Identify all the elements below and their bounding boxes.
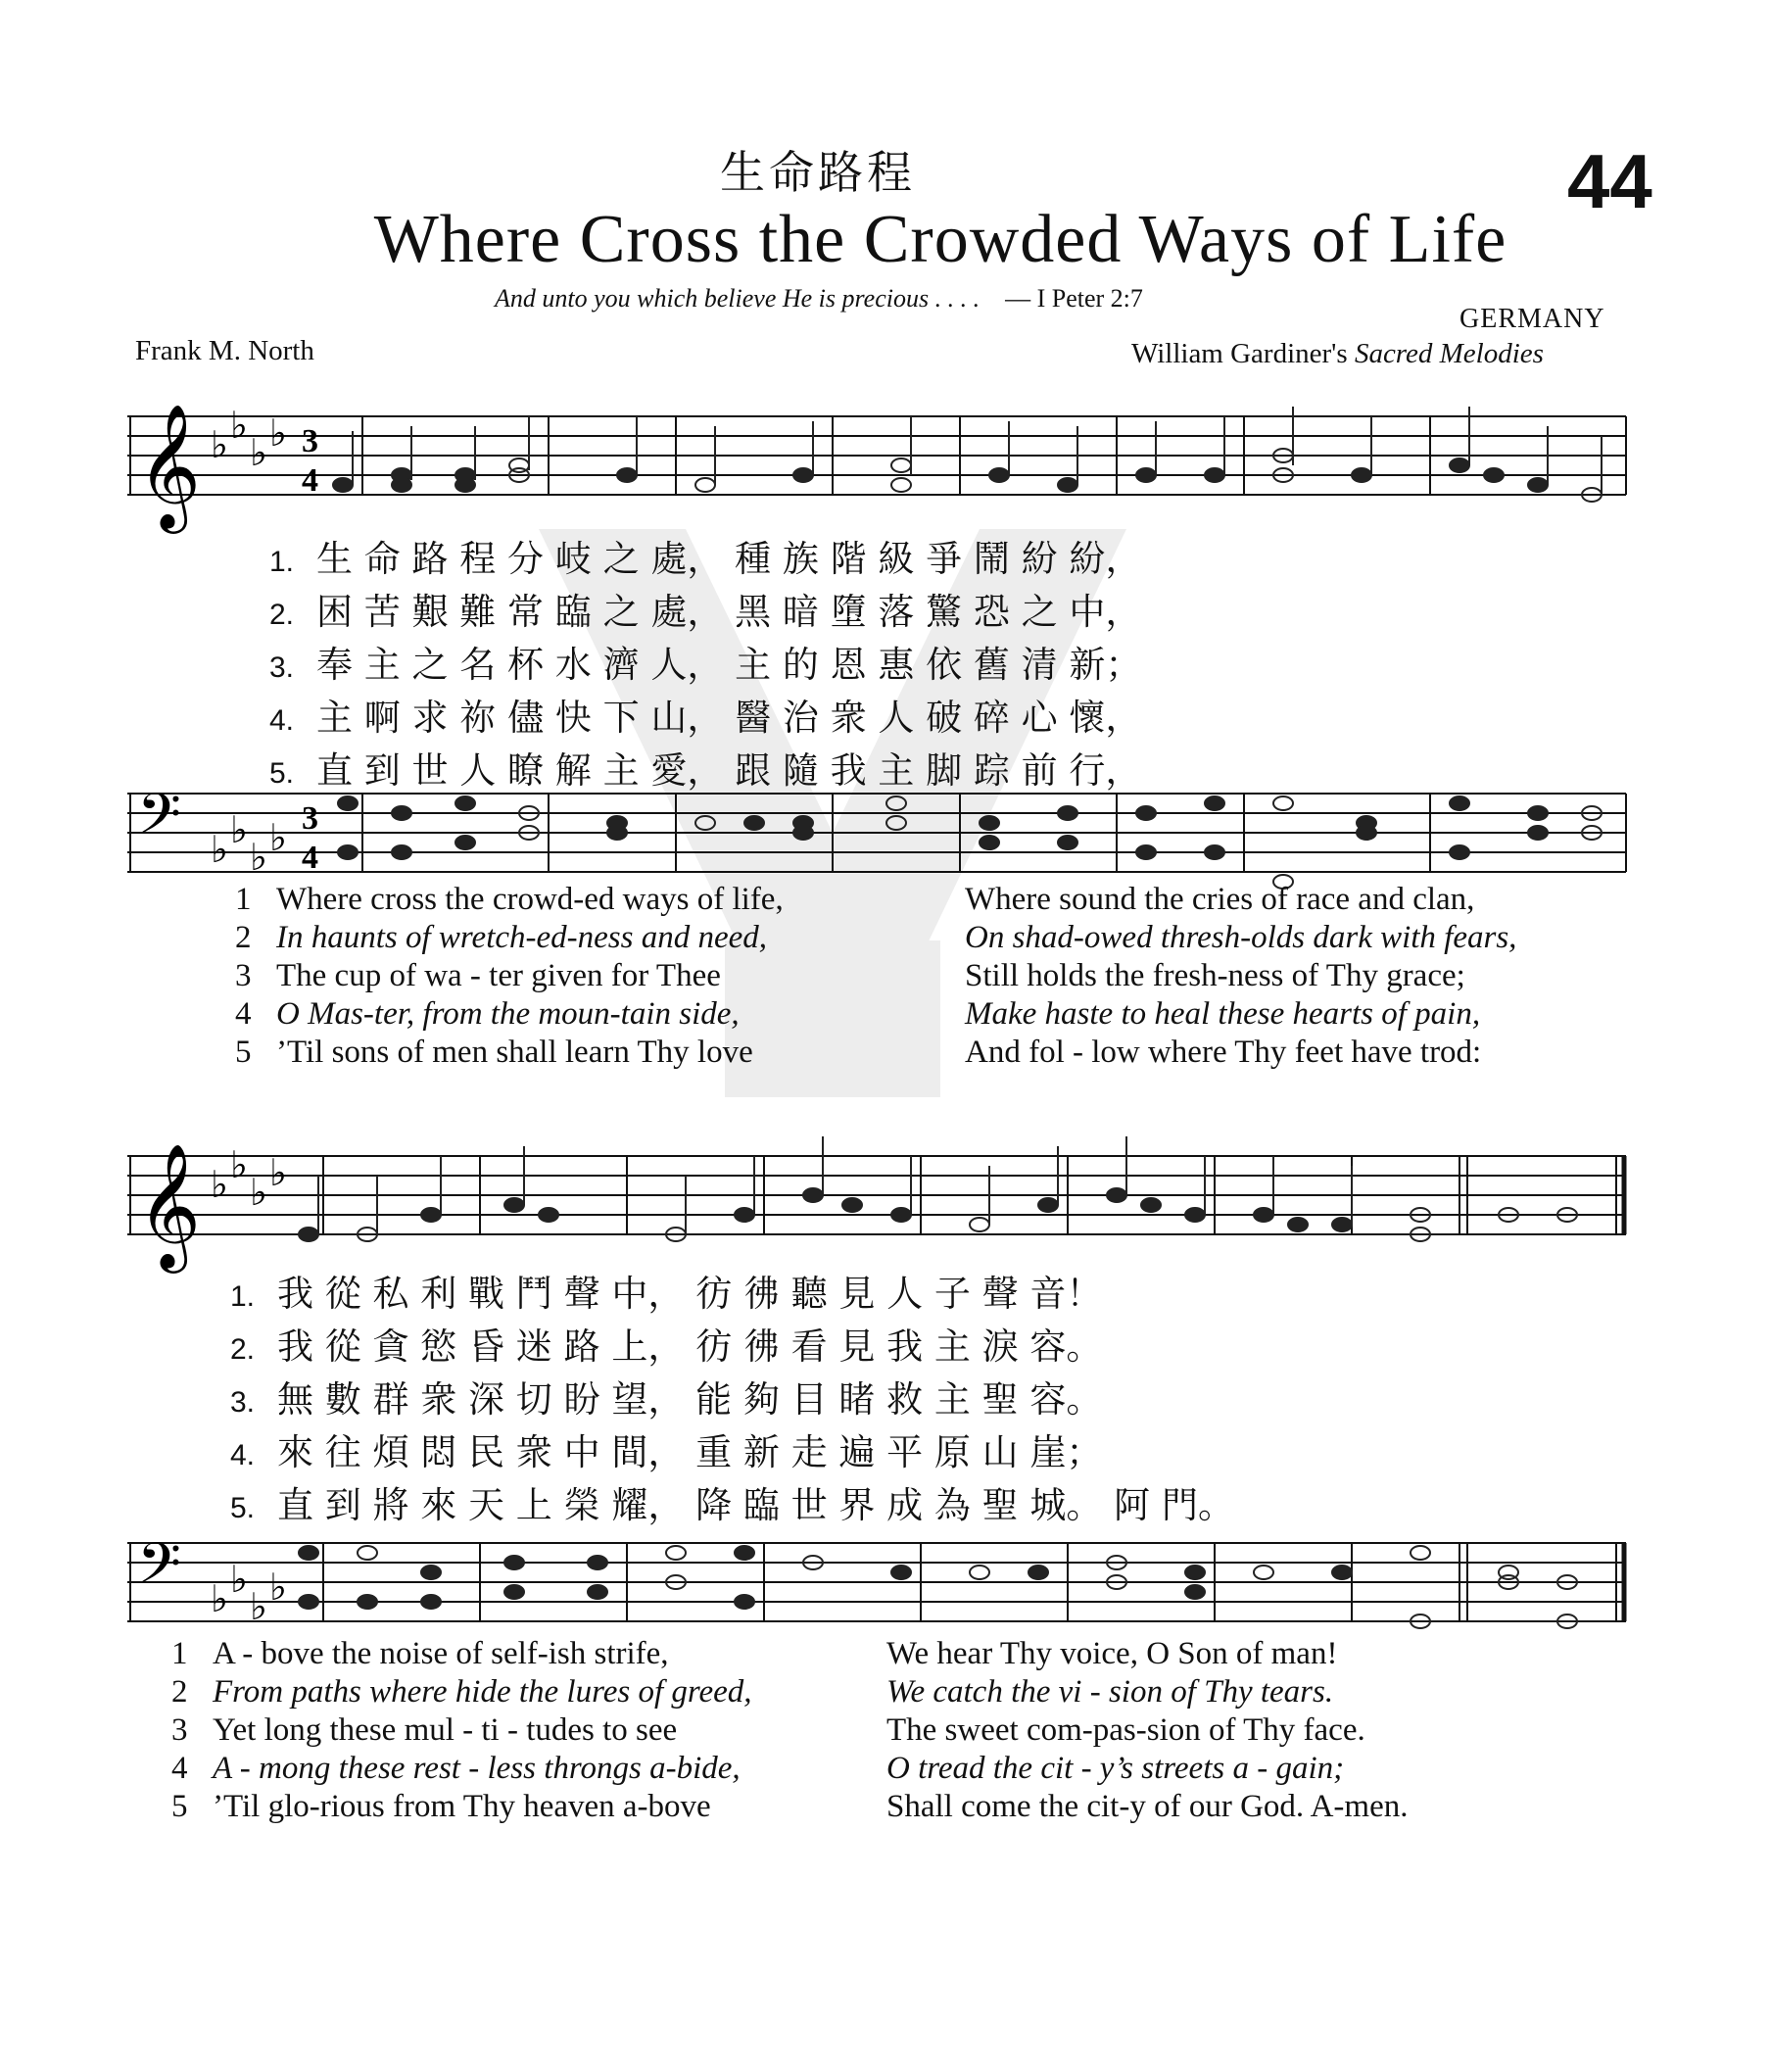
en-verse-1-3: 3 The cup of wa - ter given for Thee Still holds the fresh-ness of Thy grace; xyxy=(235,958,1465,993)
source-book: Sacred Melodies xyxy=(1354,338,1544,369)
svg-text:♭: ♭ xyxy=(269,1151,287,1194)
en-verse-1-5: 5 ’Til sons of men shall learn Thy love And fol - low where Thy feet have trod: xyxy=(235,1035,1482,1070)
zh-verse-1-3: 3. 奉 主 之 名 杯 水 濟 人， 主 的 恩 惠 依 舊 清 新； xyxy=(269,644,1142,686)
scripture-quote: And unto you which believe He is precious . . . . xyxy=(495,284,981,313)
bass-time-sig-bottom: 4 xyxy=(302,840,318,876)
svg-text:♭: ♭ xyxy=(250,1585,267,1628)
treble-clef-icon: 𝄞 xyxy=(137,403,202,528)
zh-verse-2-2: 2. 我 從 貪 慾 昏 迷 路 上， 彷 彿 看 見 我 主 淚 容。 xyxy=(230,1325,1103,1368)
source-prefix: William Gardiner's xyxy=(1131,338,1348,369)
zh-verse-2-1: 1. 我 從 私 利 戰 鬥 聲 中， 彷 彿 聽 見 人 子 聲 音！ xyxy=(230,1273,1103,1315)
author-credit: Frank M. North xyxy=(135,335,314,366)
bass-clef-icon: 𝄢 xyxy=(137,784,182,861)
zh-verse-2-4: 4. 來 往 煩 悶 民 衆 中 間， 重 新 走 遍 平 原 山 崖； xyxy=(230,1431,1103,1473)
svg-text:♭: ♭ xyxy=(211,828,228,871)
en-verse-2-2: 2 From paths where hide the lures of greed, We catch the vi - sion of Thy tears. xyxy=(171,1674,1334,1710)
en-verse-2-4: 4 A - mong these rest - less throngs a-bide, O tread the cit - y’s streets a - gain; xyxy=(171,1751,1345,1786)
source-credit xyxy=(1131,338,1544,370)
hymn-number: 44 xyxy=(1567,138,1652,224)
bass-staff-2 xyxy=(127,1533,1641,1641)
svg-text:♭: ♭ xyxy=(269,816,287,859)
svg-text:♭: ♭ xyxy=(250,836,267,879)
zh-verse-1-4: 4. 主 啊 求 祢 儘 快 下 山， 醫 治 衆 人 破 碎 心 懷， xyxy=(269,697,1142,739)
en-verse-2-3: 3 Yet long these mul - ti - tudes to see The sweet com-pas-sion of Thy face. xyxy=(171,1712,1365,1748)
time-sig-top: 3 xyxy=(302,423,318,459)
zh-verse-2-5: 5. 直 到 將 來 天 上 榮 耀， 降 臨 世 界 成 為 聖 城。 阿 門。 xyxy=(230,1484,1234,1526)
en-verse-1-2: 2 In haunts of wretch-ed-ness and need, On shad-owed thresh-olds dark with fears, xyxy=(235,920,1517,955)
svg-text:♭: ♭ xyxy=(230,1558,248,1601)
bass-staff-1 xyxy=(127,784,1641,891)
treble-staff-2 xyxy=(127,1117,1641,1274)
scripture-reference xyxy=(495,284,1143,313)
svg-text:♭: ♭ xyxy=(269,411,287,455)
svg-text:♭: ♭ xyxy=(230,1143,248,1186)
zh-verse-1-1: 1. 生 命 路 程 分 岐 之 處， 種 族 階 級 爭 鬧 紛 紛， xyxy=(269,538,1142,580)
bass-time-sig-top: 3 xyxy=(302,800,318,837)
svg-text:♭: ♭ xyxy=(269,1566,287,1609)
svg-text:♭: ♭ xyxy=(250,431,267,474)
en-verse-2-1: 1 A - bove the noise of self-ish strife, We hear Thy voice, O Son of man! xyxy=(171,1636,1338,1671)
chinese-title: 生命路程 xyxy=(720,146,916,199)
zh-verse-1-2: 2. 困 苦 艱 難 常 臨 之 處， 黑 暗 墮 落 驚 恐 之 中， xyxy=(269,591,1142,633)
svg-text:♭: ♭ xyxy=(211,1163,228,1206)
time-sig-bottom: 4 xyxy=(302,462,318,499)
bass-clef-icon: 𝄢 xyxy=(137,1533,182,1611)
svg-text:♭: ♭ xyxy=(230,808,248,851)
svg-text:♭: ♭ xyxy=(250,1171,267,1214)
svg-text:♭: ♭ xyxy=(230,404,248,447)
treble-clef-icon: 𝄞 xyxy=(137,1142,202,1268)
hymn-title: Where Cross the Crowded Ways of Life xyxy=(373,202,1507,277)
en-verse-1-4: 4 O Mas-ter, from the moun-tain side, Make haste to heal these hearts of pain, xyxy=(235,996,1481,1032)
en-verse-1-1: 1 Where cross the crowd-ed ways of life, Where sound the cries of race and clan, xyxy=(235,882,1475,917)
svg-text:♭: ♭ xyxy=(211,1577,228,1620)
zh-verse-1-5: 5. 直 到 世 人 瞭 解 主 愛， 跟 隨 我 主 脚 踪 前 行， xyxy=(269,749,1142,792)
en-verse-2-5: 5 ’Til glo-rious from Thy heaven a-bove Shall come the cit-y of our God. A-men. xyxy=(171,1789,1409,1824)
zh-verse-2-3: 3. 無 數 群 衆 深 切 盼 望， 能 夠 目 睹 救 主 聖 容。 xyxy=(230,1378,1103,1421)
svg-text:♭: ♭ xyxy=(211,423,228,466)
tune-name: GERMANY xyxy=(1459,304,1605,334)
treble-staff-1 xyxy=(127,387,1641,534)
scripture-ref: — I Peter 2:7 xyxy=(1005,284,1143,313)
